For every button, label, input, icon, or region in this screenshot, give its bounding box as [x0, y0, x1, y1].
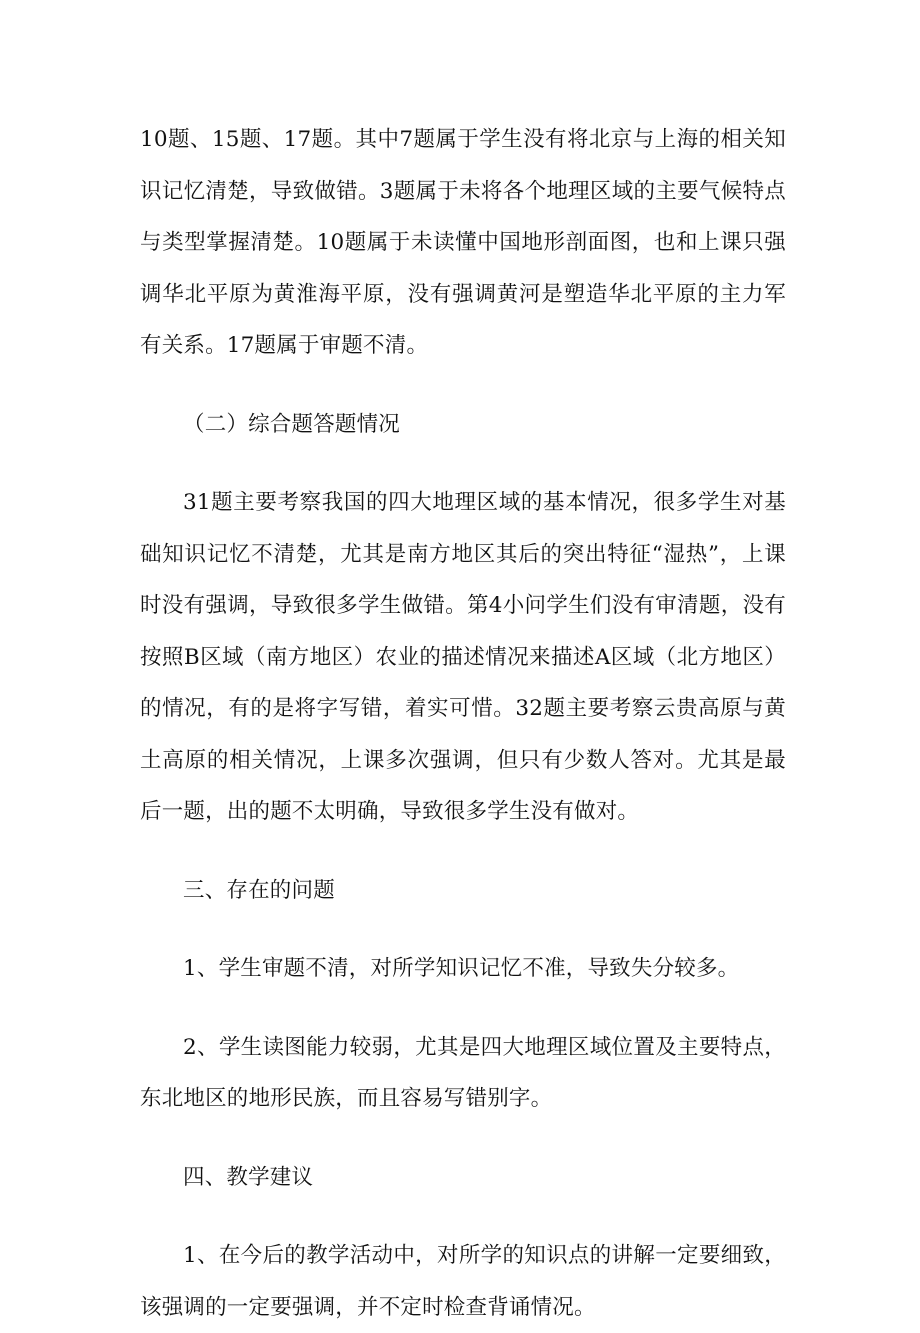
paragraph-gap — [140, 1125, 786, 1152]
paragraph-gap — [140, 1203, 786, 1230]
document-body — [140, 114, 786, 1333]
paragraph-gap — [140, 450, 786, 477]
problem-item-2: 2、学生读图能力较弱，尤其是四大地理区域位置及主要特点，东北地区的地形民族，而且容易写错别字。 — [140, 1034, 786, 1111]
paragraph-gap — [140, 995, 786, 1022]
paragraph-gap — [140, 838, 786, 865]
paragraph-analysis-comprehensive: 31题主要考察我国的四大地理区域的基本情况，很多学生对基础知识记忆不清楚，尤其是南方地区其后的突出特征“湿热”，上课时没有强调，导致很多学生做错。第4小问学生们没有审清题，没有按照B区域（南方地区）农业的描述情况来描述A区域（北方地区）的情况，有的是将字写错，着实可惜。32题主要考察云贵高原与黄土高原的相关情况，上课多次强调，但只有少数人答对。尤其是最后一题，出的题不太明确，导致很多学生没有做对。 — [140, 490, 786, 824]
paragraph-gap — [140, 916, 786, 943]
section-heading-comprehensive-questions: （二）综合题答题情况 — [183, 411, 401, 437]
section-heading-teaching-suggestions: 四、教学建议 — [183, 1164, 314, 1190]
paragraph-analysis-single-choice: 10题、15题、17题。其中7题属于学生没有将北京与上海的相关知识记忆清楚，导致做错。3题属于未将各个地理区域的主要气候特点与类型掌握清楚。10题属于未读懂中国地形剖面图，也和上课只强调华北平原为黄淮海平原，没有强调黄河是塑造华北平原的主力军有关系。17题属于审题不清。 — [140, 127, 786, 358]
paragraph-gap — [140, 372, 786, 399]
suggestion-item-1: 1、在今后的教学活动中，对所学的知识点的讲解一定要细致，该强调的一定要强调，并不定时检查背诵情况。 — [140, 1243, 786, 1320]
section-heading-problems: 三、存在的问题 — [183, 877, 335, 903]
problem-item-1: 1、学生审题不清，对所学知识记忆不准，导致失分较多。 — [183, 956, 740, 981]
